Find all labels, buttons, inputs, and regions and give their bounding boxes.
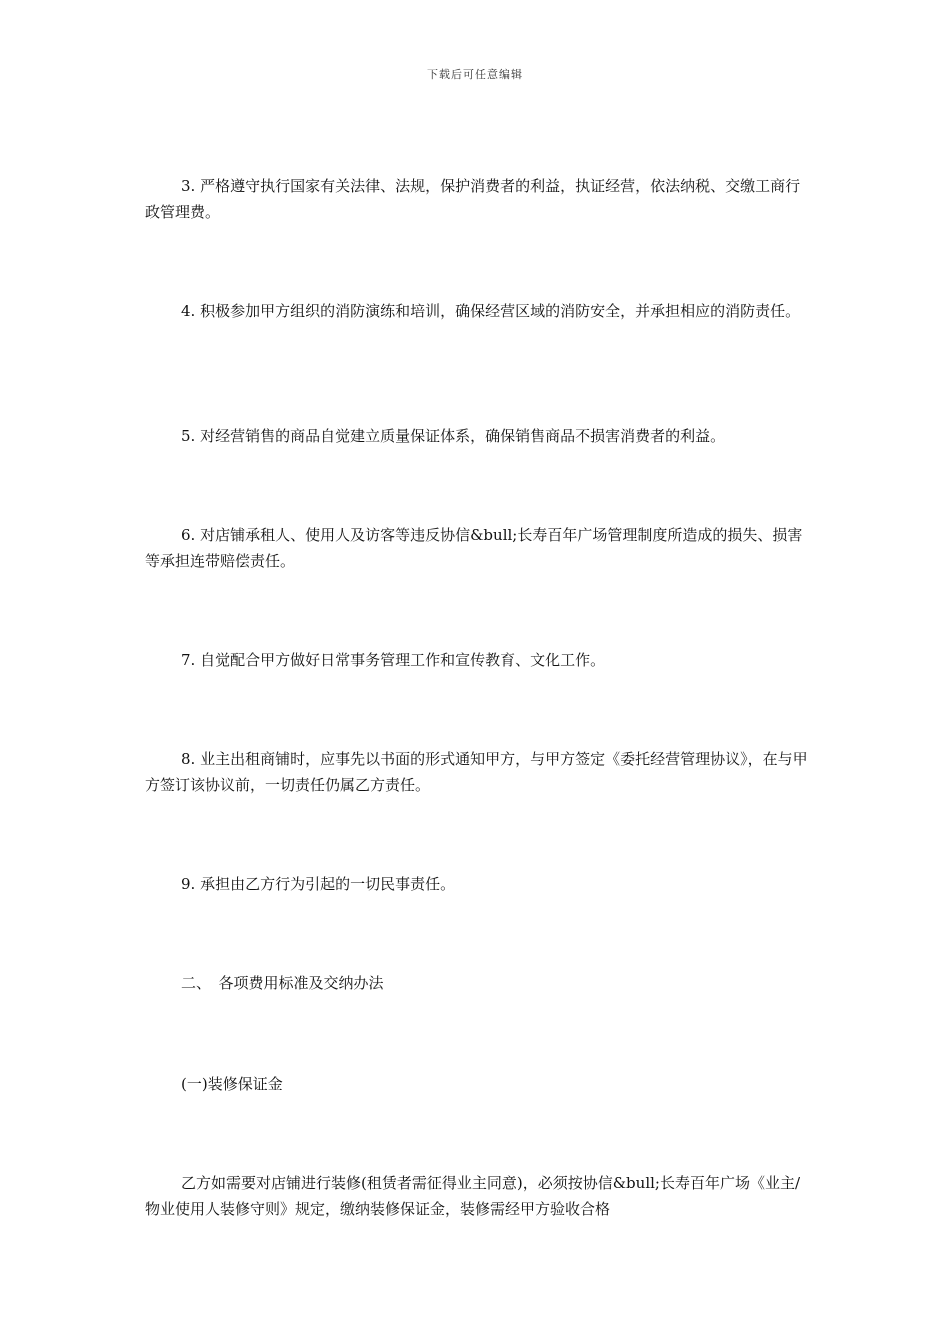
- clause-6: 6. 对店铺承租人、使用人及访客等违反协信&bull;长寿百年广场管理制度所造成的损失、损害等承担连带赔偿责任。: [145, 526, 803, 570]
- clause-7: 7. 自觉配合甲方做好日常事务管理工作和宣传教育、文化工作。: [181, 651, 606, 669]
- clause-3: 3. 严格遵守执行国家有关法律、法规，保护消费者的利益，执证经营，依法纳税、交缴工商行政管理费。: [145, 177, 801, 221]
- clause-9: 9. 承担由乙方行为引起的一切民事责任。: [181, 875, 456, 893]
- page-header-note: 下载后可任意编辑: [427, 68, 523, 81]
- deposit-paragraph: 乙方如需要对店铺进行装修(租赁者需征得业主同意)，必须按协信&bull;长寿百年广场《业主/物业使用人装修守则》规定，缴纳装修保证金，装修需经甲方验收合格: [145, 1174, 801, 1218]
- subsection-heading-deposit: (一)装修保证金: [181, 1075, 283, 1093]
- clause-8: 8. 业主出租商铺时，应事先以书面的形式通知甲方，与甲方签定《委托经营管理协议》，在与甲方签订该协议前，一切责任仍属乙方责任。: [145, 750, 808, 794]
- section-heading-fees: 二、 各项费用标准及交纳办法: [181, 974, 384, 992]
- clause-4: 4. 积极参加甲方组织的消防演练和培训，确保经营区域的消防安全，并承担相应的消防责任。: [181, 302, 801, 320]
- clause-5: 5. 对经营销售的商品自觉建立质量保证体系，确保销售商品不损害消费者的利益。: [181, 427, 726, 445]
